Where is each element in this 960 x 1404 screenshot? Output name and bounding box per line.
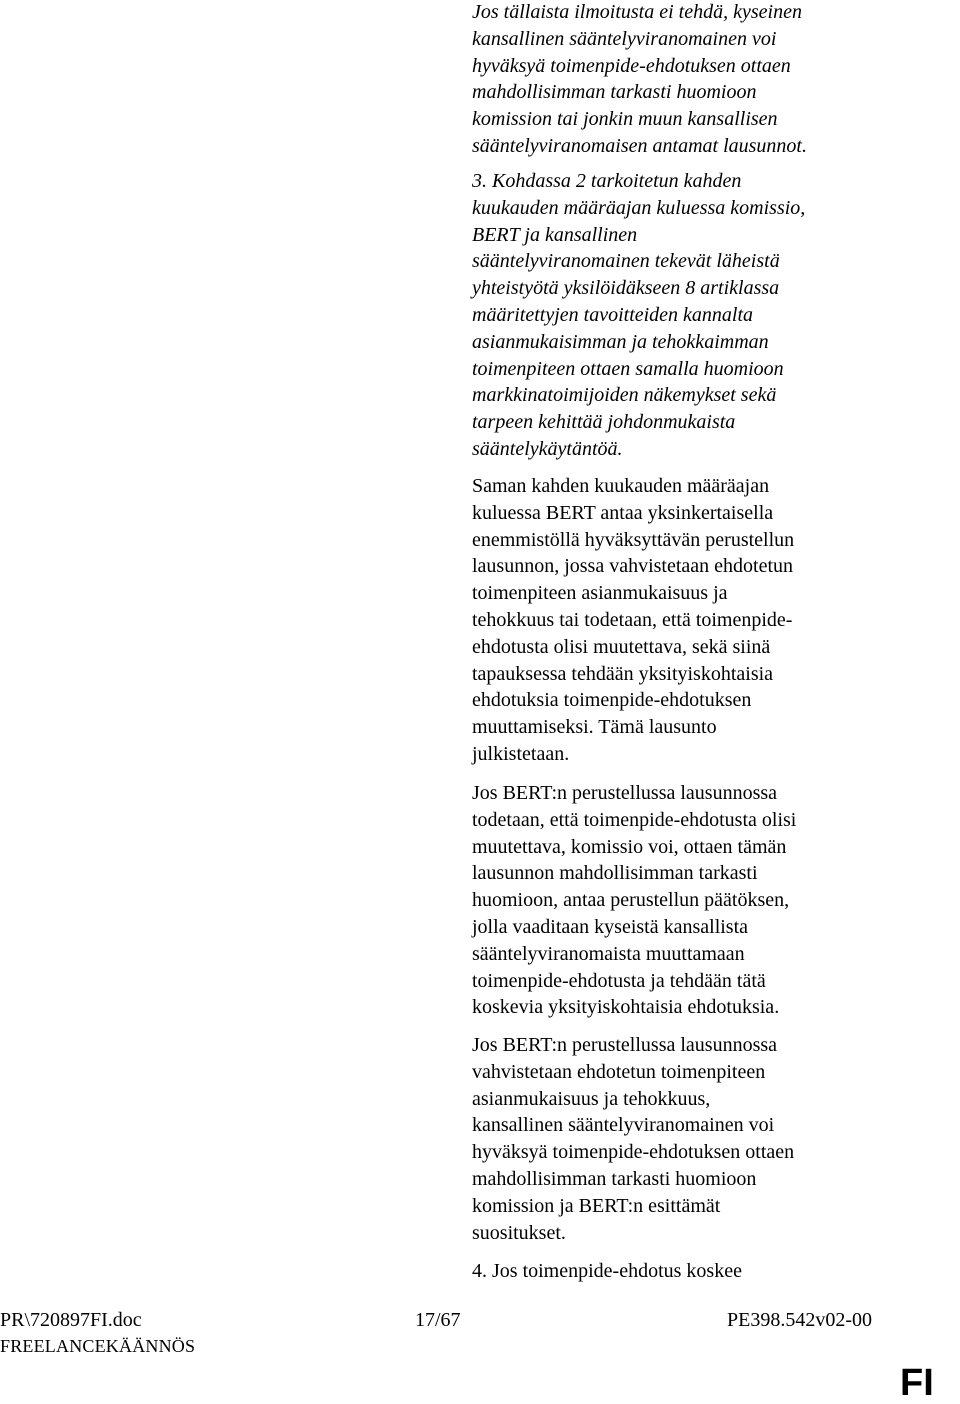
document-reference: PR\720897FI.doc	[0, 1309, 142, 1331]
page-number: 17/67	[415, 1309, 461, 1331]
translation-service: FREELANCEKÄÄNNÖS	[0, 1336, 196, 1356]
paragraph-amendment-1: Jos tällaista ilmoitusta ei tehdä, kyseinen kansallinen sääntelyviranomainen voi hyväksyä toimenpide-ehdotuksen ottaen mahdollisimman tarkasti huomioon komission tai jonkin muun kansallisen sääntelyviranomaisen antamat lausunnot.	[472, 1, 807, 157]
paragraph-amendment-2: 3. Kohdassa 2 tarkoitetun kahden kuukauden määräajan kuluessa komissio, BERT ja kansallinen sääntelyviranomainen tekevät läheistä yhteistyötä yksilöidäkseen 8 artiklassa määritettyjen tavoitteiden kannalta asianmukaisimman ja tehokkaimman toimenpiteen ottaen samalla huomioon markkinatoimijoiden näkemykset sekä tarpeen kehittää johdonmukaista sääntelykäytäntöä.	[472, 170, 806, 460]
page-footer	[0, 1307, 960, 1367]
paragraph-amendment-6: 4. Jos toimenpide-ehdotus koskee	[472, 1260, 742, 1282]
paragraph-amendment-4: Jos BERT:n perustellussa lausunnossa todetaan, että toimenpide-ehdotusta olisi muutettava, komissio voi, ottaen tämän lausunnon mahdollisimman tarkasti huomioon, antaa perustellun päätöksen, jolla vaaditaan kyseistä kansallista sääntelyviranomaista muuttamaan toimenpide-ehdotusta ja tehdään tätä koskevia yksityiskohtaisia ehdotuksia.	[472, 782, 797, 1019]
language-code: FI	[900, 1362, 934, 1404]
paragraph-amendment-3: Saman kahden kuukauden määräajan kuluessa BERT antaa yksinkertaisella enemmistöllä hyväksyttävän perustellun lausunnon, jossa vahvistetaan ehdotetun toimenpiteen asianmukaisuus ja tehokkuus tai todetaan, että toimenpide- ehdotusta olisi muutettava, sekä siinä tapauksessa tehdään yksityiskohtaisia ehdotuksia toimenpide-ehdotuksen muuttamiseksi. Tämä lausunto julkistetaan.	[472, 475, 795, 765]
paragraph-amendment-5: Jos BERT:n perustellussa lausunnossa vahvistetaan ehdotetun toimenpiteen asianmukaisuus ja tehokkuus, kansallinen sääntelyviranomainen voi hyväksyä toimenpide-ehdotuksen ottaen mahdollisimman tarkasti huomioon komission ja BERT:n esittämät suositukset.	[472, 1034, 795, 1244]
document-code: PE398.542v02-00	[727, 1309, 872, 1331]
